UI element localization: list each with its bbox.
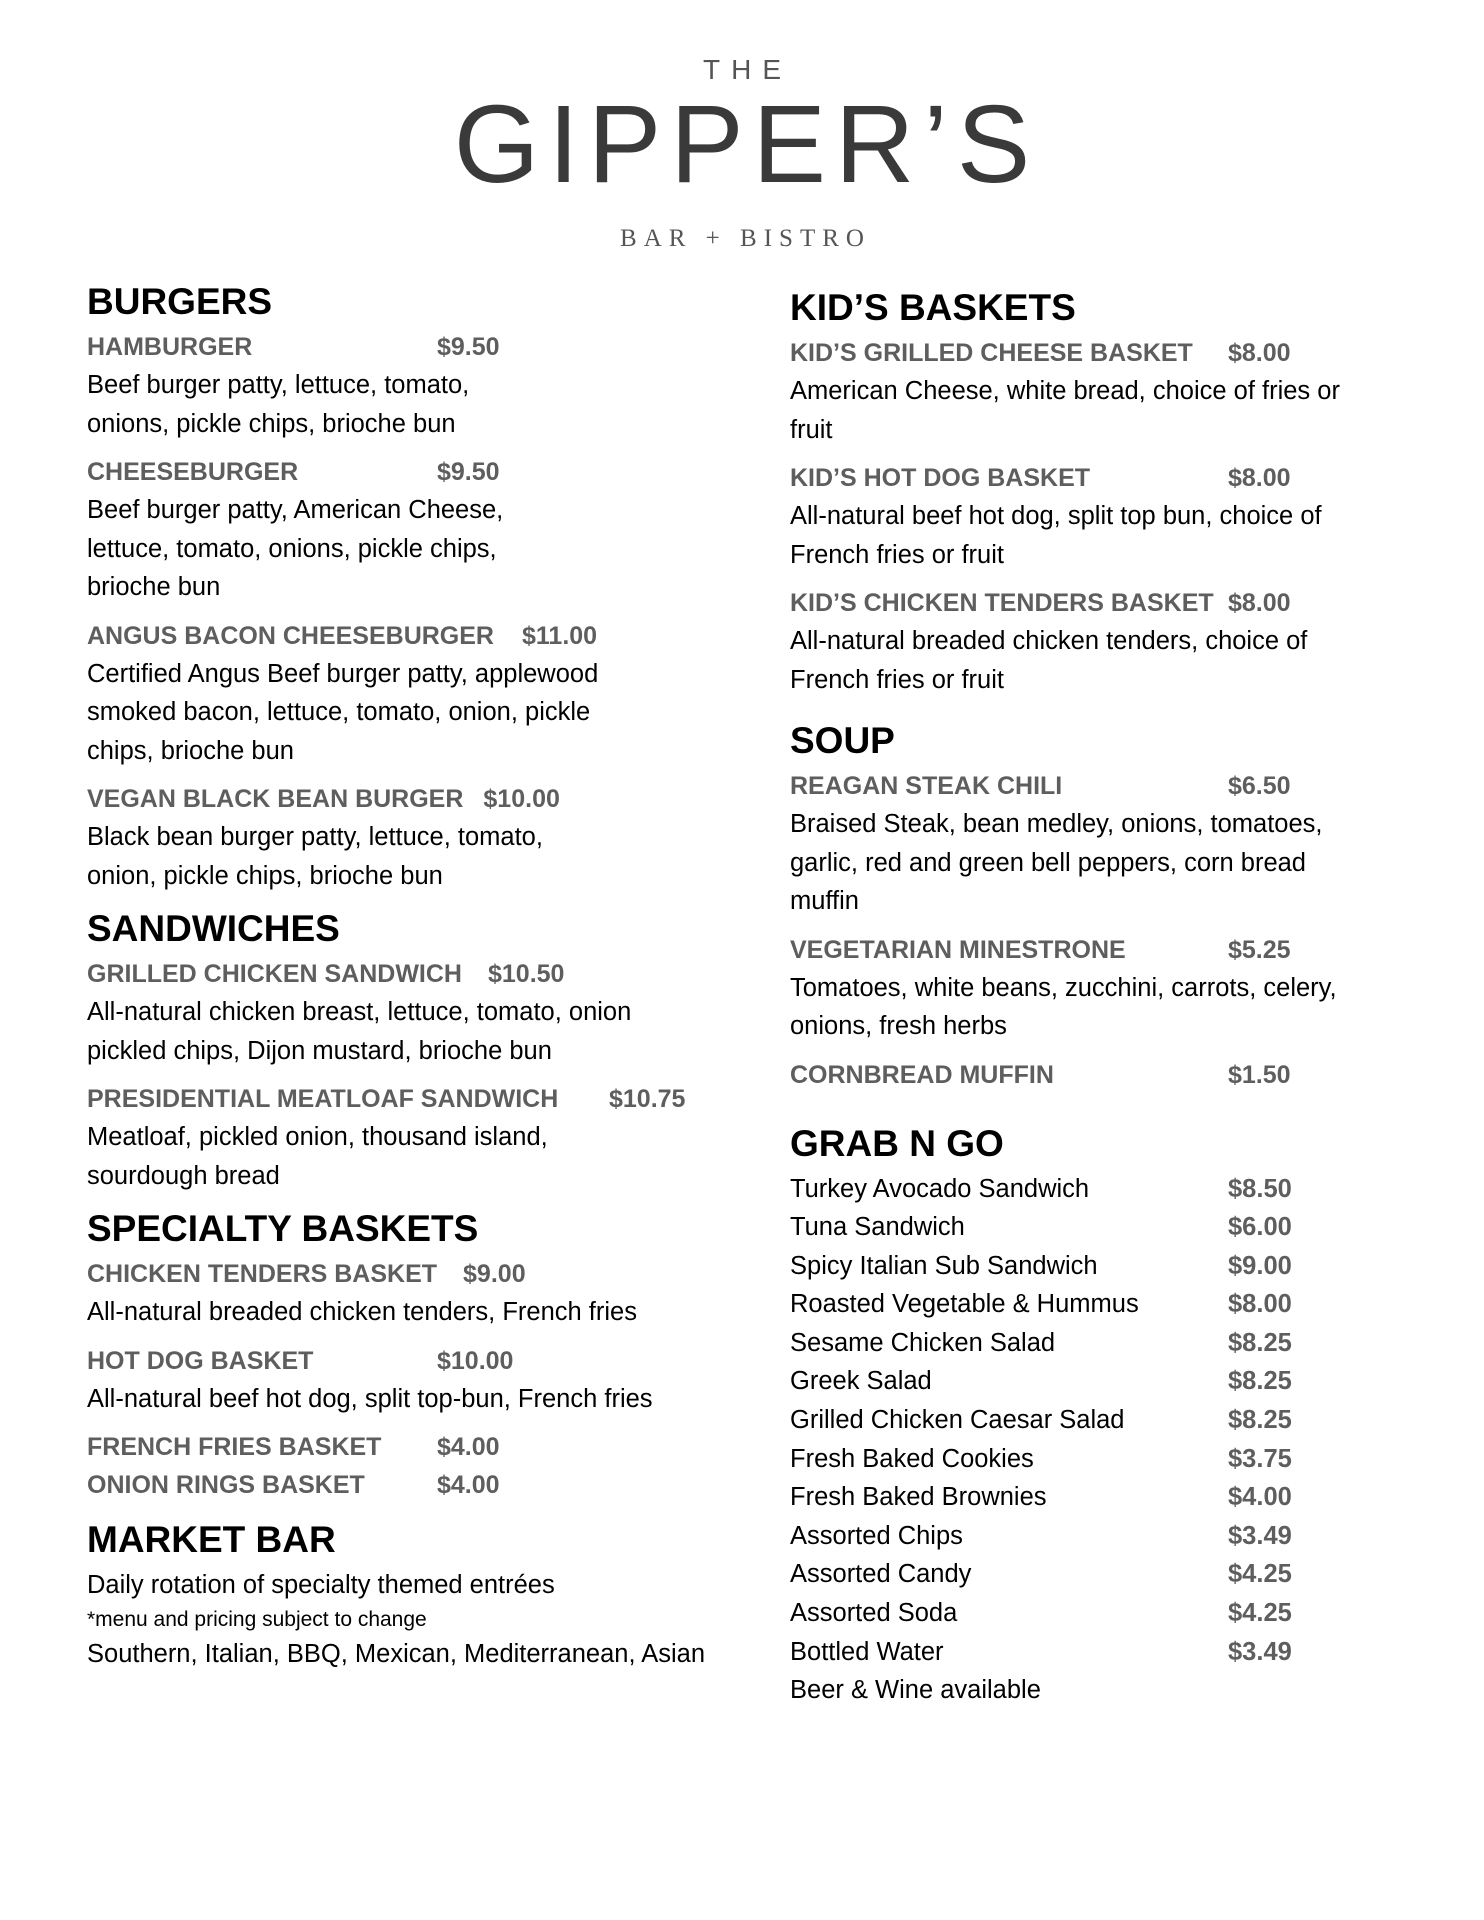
- menu-item: [87, 328, 737, 443]
- item-description: sourdough bread: [87, 1161, 280, 1190]
- item-name: KID’S CHICKEN TENDERS BASKET: [790, 589, 1214, 617]
- grab-item: [790, 1208, 1410, 1247]
- grab-item: [790, 1594, 1410, 1633]
- item-description: All-natural beef hot dog, split top-bun, French fries: [87, 1384, 653, 1413]
- grab-item-name: Assorted Soda: [790, 1599, 958, 1628]
- item-price: $4.00: [437, 1471, 500, 1499]
- item-description: fruit: [790, 415, 833, 444]
- item-header: [87, 955, 737, 993]
- logo: [0, 50, 1484, 256]
- item-header: [790, 334, 1410, 372]
- grab-item-price: $3.49: [1228, 1521, 1292, 1550]
- item-price: $10.50: [488, 960, 565, 988]
- item-description: French fries or fruit: [790, 665, 1004, 694]
- grab-footer: Beer & Wine available: [790, 1676, 1041, 1705]
- item-name: VEGAN BLACK BEAN BURGER: [87, 785, 464, 813]
- kids-baskets-section: [790, 286, 1410, 699]
- grab-item-price: $8.25: [1228, 1367, 1292, 1396]
- grab-item: [790, 1247, 1410, 1286]
- market-description: Daily rotation of specialty themed entrées: [87, 1571, 555, 1599]
- grab-item-price: $4.25: [1228, 1599, 1292, 1628]
- item-price: $8.00: [1228, 589, 1291, 617]
- item-description: French fries or fruit: [790, 540, 1004, 569]
- item-header: [87, 1342, 737, 1380]
- item-name: GRILLED CHICKEN SANDWICH: [87, 960, 462, 988]
- specialty-baskets-section: [87, 1207, 737, 1504]
- item-description: smoked bacon, lettuce, tomato, onion, pickle: [87, 698, 591, 726]
- menu-item: [87, 1080, 737, 1195]
- grab-list: [790, 1170, 1410, 1672]
- item-description: Beef burger patty, American Cheese,: [87, 496, 504, 524]
- logo-name: GIPPER’S: [453, 83, 1040, 206]
- market-note: *menu and pricing subject to change: [87, 1607, 427, 1631]
- item-description: Certified Angus Beef burger patty, applewood: [87, 659, 599, 688]
- grab-item: [790, 1401, 1410, 1440]
- grab-item: [790, 1285, 1410, 1324]
- grab-item-price: $3.75: [1228, 1444, 1292, 1473]
- item-name: CORNBREAD MUFFIN: [790, 1060, 1054, 1089]
- menu-item: [790, 584, 1410, 699]
- item-price: $5.25: [1228, 935, 1291, 964]
- item-header: [87, 780, 737, 818]
- grab-item-name: Turkey Avocado Sandwich: [790, 1174, 1090, 1203]
- grab-item-name: Assorted Chips: [790, 1521, 963, 1550]
- item-price: $6.50: [1228, 772, 1291, 800]
- item-price: $9.50: [437, 458, 500, 486]
- item-description: onions, pickle chips, brioche bun: [87, 409, 456, 438]
- item-description: American Cheese, white bread, choice of fries or: [790, 377, 1340, 405]
- item-description: brioche bun: [87, 573, 221, 601]
- item-description: Beef burger patty, lettuce, tomato,: [87, 371, 470, 399]
- item-description: All-natural breaded chicken tenders, choice of: [790, 627, 1308, 655]
- logo-subtitle: BAR + BISTRO: [620, 225, 871, 252]
- grab-item: [790, 1170, 1410, 1209]
- item-name: HAMBURGER: [87, 333, 253, 361]
- menu-item: [87, 780, 737, 895]
- menu-item: [87, 1428, 737, 1466]
- item-price: $9.00: [463, 1260, 526, 1288]
- item-header: [87, 1080, 737, 1118]
- item-price: $4.00: [437, 1433, 500, 1461]
- grab-item-price: $4.00: [1228, 1483, 1292, 1512]
- grab-item-price: $8.50: [1228, 1174, 1292, 1203]
- item-name: VEGETARIAN MINESTRONE: [790, 935, 1126, 964]
- grab-n-go-section: [790, 1122, 1410, 1710]
- item-header: [87, 617, 737, 655]
- menu-item: [790, 459, 1410, 574]
- item-header: [790, 459, 1410, 497]
- grab-item-name: Assorted Candy: [790, 1560, 972, 1589]
- item-header: [87, 1255, 737, 1293]
- item-description: lettuce, tomato, onions, pickle chips,: [87, 534, 497, 563]
- item-description: chips, brioche bun: [87, 736, 294, 765]
- item-description: garlic, red and green bell peppers, corn bread: [790, 848, 1306, 877]
- menu-item: [790, 1056, 1410, 1094]
- section-title: GRAB N GO: [790, 1122, 1004, 1164]
- logo-the: THE: [703, 54, 792, 85]
- item-description: onion, pickle chips, brioche bun: [87, 861, 443, 890]
- item-description: Tomatoes, white beans, zucchini, carrots, celery,: [790, 973, 1337, 1002]
- section-title: SOUP: [790, 720, 895, 761]
- item-description: Meatloaf, pickled onion, thousand island,: [87, 1123, 548, 1151]
- menu-item: [87, 617, 737, 771]
- menu-item: [87, 1466, 737, 1504]
- grab-item-price: $8.25: [1228, 1406, 1292, 1435]
- grab-item: [790, 1633, 1410, 1672]
- item-name: PRESIDENTIAL MEATLOAF SANDWICH: [87, 1085, 559, 1113]
- item-name: REAGAN STEAK CHILI: [790, 772, 1063, 800]
- grab-item-name: Roasted Vegetable & Hummus: [790, 1290, 1139, 1319]
- item-header: [790, 931, 1410, 969]
- item-description: Black bean burger patty, lettuce, tomato,: [87, 823, 543, 851]
- grab-item: [790, 1517, 1410, 1556]
- item-header: [87, 1428, 737, 1466]
- item-price: $1.50: [1228, 1060, 1291, 1089]
- market-bar-section: [87, 1518, 737, 1673]
- menu-item: [87, 955, 737, 1070]
- grab-item: [790, 1555, 1410, 1594]
- menu-item: [790, 767, 1410, 921]
- sandwiches-section: [87, 907, 737, 1195]
- item-header: [87, 328, 737, 366]
- item-description: pickled chips, Dijon mustard, brioche bun: [87, 1036, 552, 1065]
- menu-item: [790, 931, 1410, 1046]
- market-cuisines: Southern, Italian, BBQ, Mexican, Mediterranean, Asian: [87, 1639, 706, 1668]
- soup-section: [790, 719, 1410, 1094]
- item-description: All-natural breaded chicken tenders, French fries: [87, 1298, 637, 1326]
- grab-item-price: $9.00: [1228, 1251, 1292, 1280]
- grab-item-price: $8.25: [1228, 1328, 1292, 1357]
- section-title: SPECIALTY BASKETS: [87, 1208, 479, 1249]
- grab-item-price: $4.25: [1228, 1560, 1292, 1589]
- item-description: All-natural chicken breast, lettuce, tomato, onion: [87, 998, 632, 1026]
- item-price: $8.00: [1228, 339, 1291, 367]
- left-column: [87, 280, 737, 1673]
- item-header: [790, 1056, 1410, 1094]
- menu-item: [790, 334, 1410, 449]
- right-column: [790, 286, 1410, 1710]
- item-price: $8.00: [1228, 464, 1291, 492]
- grab-item-price: $3.49: [1228, 1637, 1292, 1666]
- section-title: SANDWICHES: [87, 908, 340, 949]
- menu-item: [87, 1255, 737, 1332]
- grab-item-name: Spicy Italian Sub Sandwich: [790, 1251, 1098, 1280]
- item-header: [790, 767, 1410, 805]
- item-price: $10.00: [483, 785, 560, 813]
- grab-item-name: Fresh Baked Brownies: [790, 1483, 1047, 1512]
- section-title: KID’S BASKETS: [790, 287, 1076, 328]
- grab-item-name: Greek Salad: [790, 1367, 932, 1396]
- item-description: All-natural beef hot dog, split top bun, choice of: [790, 502, 1322, 530]
- grab-item: [790, 1362, 1410, 1401]
- grab-item-price: $8.00: [1228, 1290, 1292, 1319]
- grab-item-name: Sesame Chicken Salad: [790, 1328, 1056, 1357]
- item-name: ONION RINGS BASKET: [87, 1471, 365, 1499]
- item-name: KID’S GRILLED CHEESE BASKET: [790, 339, 1193, 367]
- grab-item: [790, 1440, 1410, 1479]
- grab-item-name: Tuna Sandwich: [790, 1213, 965, 1242]
- item-name: FRENCH FRIES BASKET: [87, 1433, 382, 1461]
- item-header: [790, 584, 1410, 622]
- item-name: CHEESEBURGER: [87, 458, 299, 486]
- item-header: [87, 453, 737, 491]
- item-price: $11.00: [521, 621, 598, 650]
- item-description: onions, fresh herbs: [790, 1012, 1007, 1040]
- item-header: [87, 1466, 737, 1504]
- item-name: CHICKEN TENDERS BASKET: [87, 1260, 438, 1288]
- item-name: KID’S HOT DOG BASKET: [790, 464, 1091, 492]
- grab-item-name: Fresh Baked Cookies: [790, 1444, 1034, 1473]
- item-name: ANGUS BACON CHEESEBURGER: [87, 621, 494, 650]
- item-description: muffin: [790, 887, 859, 915]
- item-price: $9.50: [437, 333, 500, 361]
- item-description: Braised Steak, bean medley, onions, tomatoes,: [790, 810, 1323, 838]
- menu-item: [87, 1342, 737, 1419]
- section-title: BURGERS: [87, 281, 273, 322]
- grab-item-price: $6.00: [1228, 1213, 1292, 1242]
- grab-item-name: Grilled Chicken Caesar Salad: [790, 1406, 1125, 1435]
- item-price: $10.00: [437, 1346, 514, 1375]
- section-title: MARKET BAR: [87, 1519, 336, 1560]
- burgers-section: [87, 280, 737, 895]
- item-price: $10.75: [609, 1085, 686, 1113]
- grab-item: [790, 1478, 1410, 1517]
- item-name: HOT DOG BASKET: [87, 1346, 314, 1375]
- menu-item: [87, 453, 737, 607]
- grab-item: [790, 1324, 1410, 1363]
- grab-item-name: Bottled Water: [790, 1637, 944, 1666]
